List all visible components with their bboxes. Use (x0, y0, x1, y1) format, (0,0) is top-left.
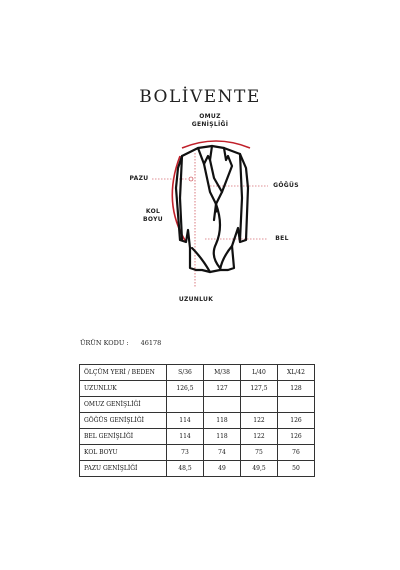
table-cell: 74 (204, 445, 241, 461)
table-cell: 127,5 (241, 381, 278, 397)
table-row (80, 413, 315, 429)
row-label: PAZU GENİŞLİĞİ (80, 461, 167, 477)
table-cell: 73 (167, 445, 204, 461)
table-row (80, 429, 315, 445)
table-cell: 114 (167, 413, 204, 429)
table-cell: 118 (204, 413, 241, 429)
table-cell (241, 397, 278, 413)
table-cell: 75 (241, 445, 278, 461)
table-header-row (80, 365, 315, 381)
table-cell: 126 (278, 429, 315, 445)
table-cell: 122 (241, 429, 278, 445)
table-header-cell: L/40 (241, 365, 278, 381)
table-header-cell: S/36 (167, 365, 204, 381)
table-row (80, 381, 315, 397)
row-label: UZUNLUK (80, 381, 167, 397)
table-cell: 127 (204, 381, 241, 397)
label-kol-boyu: KOL BOYU (143, 208, 163, 223)
row-label: GÖĞÜS GENİŞLİĞİ (80, 413, 167, 429)
table-row (80, 461, 315, 477)
label-omuz-genisligi: OMUZ GENİŞLİĞİ (191, 113, 229, 128)
table-cell: 49,5 (241, 461, 278, 477)
table-cell: 122 (241, 413, 278, 429)
table-header-cell: ÖLÇÜM YERİ / BEDEN (80, 365, 167, 381)
row-label: KOL BOYU (80, 445, 167, 461)
table-cell: 114 (167, 429, 204, 445)
label-gogus: GÖĞÜS (273, 182, 299, 189)
product-code (80, 339, 161, 347)
table-cell: 49 (204, 461, 241, 477)
table-cell (278, 397, 315, 413)
row-label: OMUZ GENİŞLİĞİ (80, 397, 167, 413)
table-header-cell: M/38 (204, 365, 241, 381)
size-table (79, 364, 315, 477)
table-cell: 118 (204, 429, 241, 445)
product-code-label: ÜRÜN KODU : (80, 339, 129, 347)
label-bel: BEL (275, 235, 289, 242)
measurement-diagram (110, 108, 310, 308)
label-pazu: PAZU (129, 175, 149, 182)
brand-logo: BOLİVENTE (139, 87, 261, 107)
table-cell: 50 (278, 461, 315, 477)
table-row (80, 445, 315, 461)
product-code-value: 46178 (140, 339, 162, 347)
table-row (80, 397, 315, 413)
row-label: BEL GENİŞLİĞİ (80, 429, 167, 445)
table-cell: 48,5 (167, 461, 204, 477)
table-header-cell: XL/42 (278, 365, 315, 381)
table-cell (167, 397, 204, 413)
table-cell: 76 (278, 445, 315, 461)
label-uzunluk: UZUNLUK (178, 296, 214, 303)
table-cell: 126 (278, 413, 315, 429)
table-cell (204, 397, 241, 413)
table-cell: 128 (278, 381, 315, 397)
table-cell: 126,5 (167, 381, 204, 397)
